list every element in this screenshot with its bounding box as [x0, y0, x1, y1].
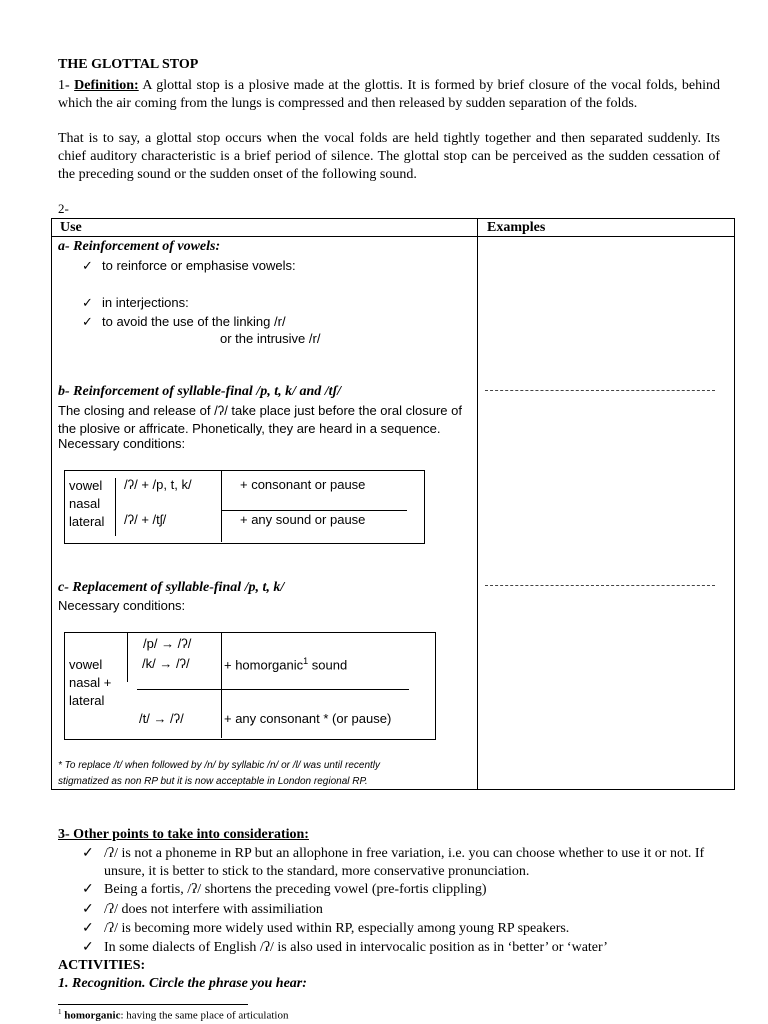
section-c-heading: c- Replacement of syllable-final /p, t, k/: [58, 580, 285, 595]
section3-heading: 3- Other points to take into consideration:: [58, 827, 309, 842]
table-b-r1-right: + consonant or pause: [240, 477, 366, 492]
section2-number: 2-: [58, 201, 69, 216]
section-a-item-1: ✓ to reinforce or emphasise vowels:: [82, 258, 296, 273]
footnote-separator: [58, 1004, 248, 1005]
section-a-item-3: ✓ to avoid the use of the linking /r/: [82, 314, 286, 329]
examples-blank-b: [485, 390, 715, 391]
table-c-r1a: /p/ → /ʔ/: [143, 636, 192, 651]
section-a-extra: or the intrusive /r/: [220, 331, 321, 346]
table-b-left: vowel nasal lateral: [69, 478, 105, 529]
section-a-heading: a- Reinforcement of vowels:: [58, 239, 221, 254]
table-c-r1b: /k/ → /ʔ/: [142, 656, 190, 671]
table-c-r2-right: + any consonant * (or pause): [224, 711, 392, 726]
section3-item-4: ✓ /ʔ/ is becoming more widely used within RP, especially among young RP speakers.: [82, 921, 570, 936]
table-b-r1-mid: /ʔ/ + /p, t, k/: [124, 477, 192, 492]
table-b-r2-right: + any sound or pause: [240, 512, 366, 527]
section3-item-1: ✓ /ʔ/ is not a phoneme in RP but an allophone in free variation, i.e. you can choose whether to use it or not. If unsure, it is better to stick to the standard, more conservative pronunciation.: [82, 846, 705, 879]
definition-explanation: That is to say, a glottal stop occurs when the vocal folds are held tightly together and then separated suddenly. Its chief auditory characteristic is a brief period of silence. The glottal stop can be perceived as the sudden cessation of the preceding sound or the sudden onset of the following sound.: [58, 131, 720, 182]
page-title: THE GLOTTAL STOP: [58, 57, 199, 72]
col-header-use: Use: [60, 220, 82, 235]
page-footnote: $^1$ homorganic: having the same place of articulation: [58, 1008, 289, 1022]
col-header-examples: Examples: [487, 220, 546, 235]
table-footnote: * To replace /t/ when followed by /n/ by syllabic /n/ or /l/ was until recently stigmatized as non RP but it is now acceptable in London regional RP.: [58, 760, 381, 787]
definition-paragraph: [58, 77, 720, 113]
table-c-r1-right: + homorganic$^1$ sound: [224, 656, 348, 673]
activity-1-heading: 1. Recognition. Circle the phrase you hear:: [58, 976, 307, 991]
definition-text: A glottal stop is a plosive made at the glottis. It is formed by brief closure of the vocal folds, behind which the air coming from the lungs is compressed and then released by sudden separation of the folds.: [58, 78, 720, 111]
section3-item-5: ✓ In some dialects of English /ʔ/ is also used in intervocalic position as in ‘better’ or ‘water’: [82, 940, 608, 955]
table-b-r2-mid: /ʔ/ + /tʃ/: [124, 512, 167, 527]
section-c-conditions: Necessary conditions:: [58, 598, 186, 613]
table-c-r2: /t/ → /ʔ/: [139, 711, 184, 726]
definition-label: Definition:: [74, 78, 139, 93]
section-a-item-2: ✓ in interjections:: [82, 295, 189, 310]
section-b-conditions: Necessary conditions:: [58, 436, 186, 451]
examples-blank-c: [485, 585, 715, 586]
section-b-heading: b- Reinforcement of syllable-final /p, t, k/ and /tʃ/: [58, 384, 342, 399]
activities-heading: ACTIVITIES:: [58, 958, 146, 973]
section-b-text: The closing and release of /ʔ/ take place just before the oral closure of the plosive or affricate. Phonetically, they are heard in a sequence.: [58, 403, 462, 436]
definition-number: 1-: [58, 78, 70, 93]
section3-item-3: ✓ /ʔ/ does not interfere with assimiliation: [82, 902, 323, 917]
section3-item-2: ✓ Being a fortis, /ʔ/ shortens the preceding vowel (pre-fortis clippling): [82, 882, 487, 897]
table-c-left: vowel nasal + lateral: [69, 657, 112, 708]
